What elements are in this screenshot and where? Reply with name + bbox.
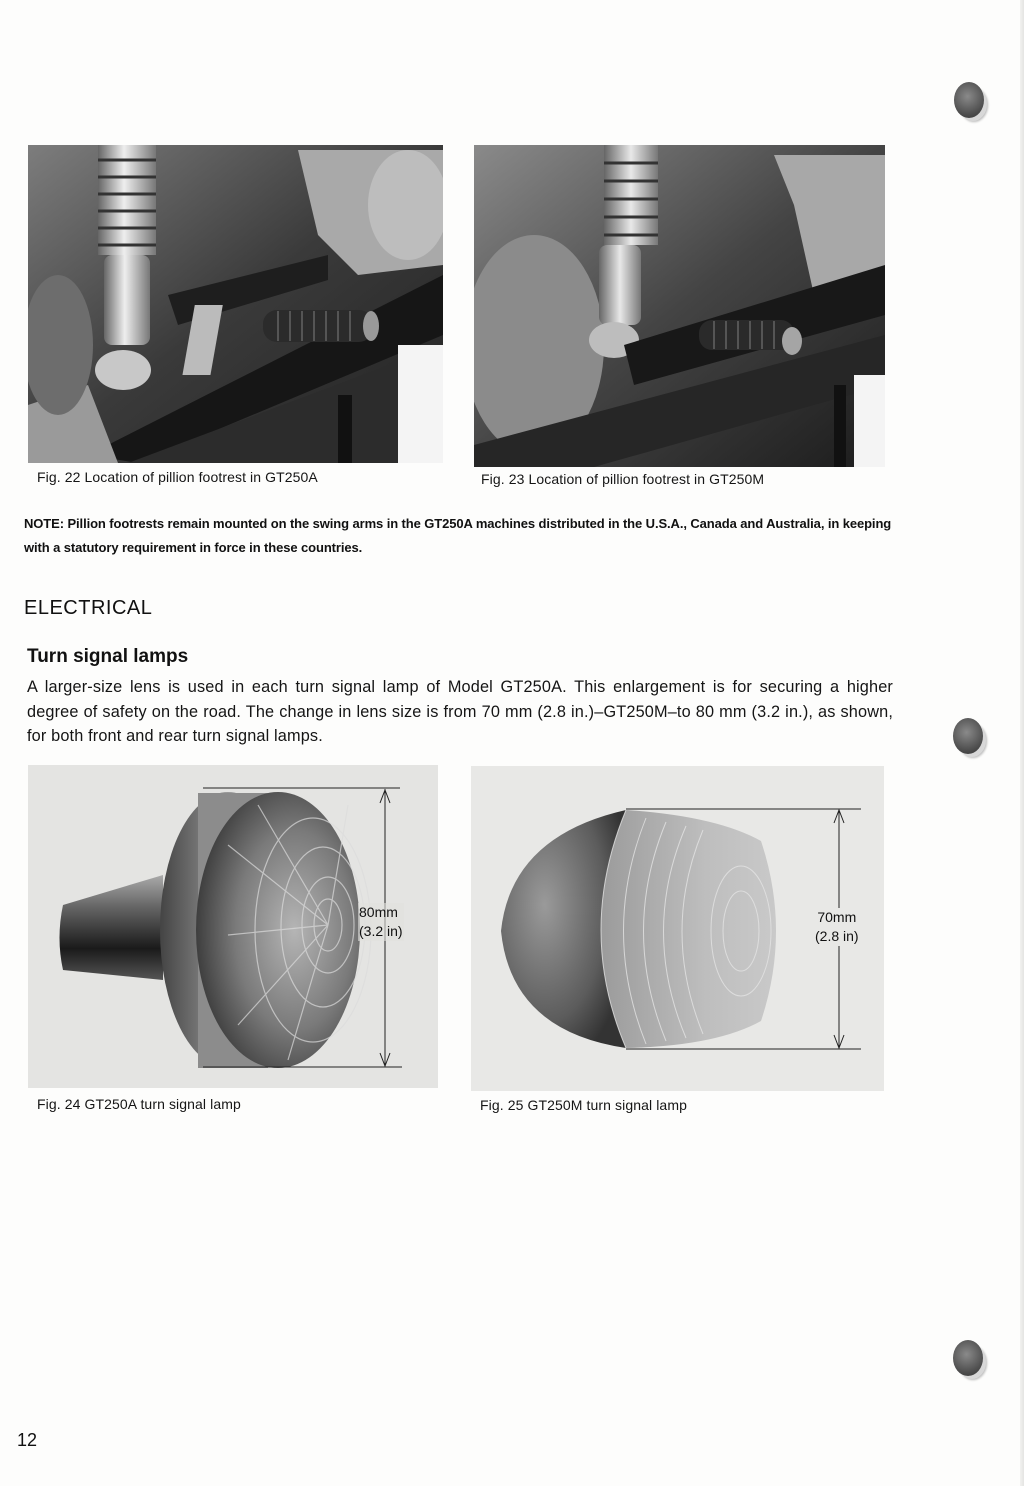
page-edge <box>1020 0 1024 1486</box>
dimension-mm: 80mm <box>359 904 398 920</box>
subsection-title: Turn signal lamps <box>27 646 189 667</box>
page-number: 12 <box>17 1430 38 1450</box>
figure-caption: Fig. 22 Location of pillion footrest in GT250A <box>37 469 318 485</box>
pillion-footrest-gt250m-photo <box>474 145 885 467</box>
figure-caption: Fig. 25 GT250M turn signal lamp <box>480 1097 687 1113</box>
note-label: NOTE: <box>24 516 64 531</box>
pillion-footrest-gt250a-photo <box>28 145 443 463</box>
note-paragraph <box>24 512 894 560</box>
body-paragraph: A larger-size lens is used in each turn signal lamp of Model GT250A. This enlargement is for securing a higher degree of safety on the road. The change in lens size is from 70 mm (2.8 in.)–GT250M–to 80 mm (3.2 in.), as shown, for both front and rear turn signal lamps. <box>27 678 893 745</box>
figure-caption: Fig. 24 GT250A turn signal lamp <box>37 1096 241 1112</box>
dimension-label-70mm <box>814 908 860 946</box>
binder-hole-icon <box>953 718 983 754</box>
note-text: Pillion footrests remain mounted on the swing arms in the GT250A machines distributed in the U.S.A., Canada and Australia, in keeping with a statutory requirement in force in these countries. <box>24 516 892 555</box>
dimension-in: (3.2 in) <box>359 923 403 939</box>
section-title: ELECTRICAL <box>24 597 153 619</box>
dimension-label-80mm <box>358 903 404 941</box>
binder-hole-icon <box>953 1340 983 1376</box>
figure-caption: Fig. 23 Location of pillion footrest in GT250M <box>481 471 765 487</box>
dimension-mm: 70mm <box>817 909 857 925</box>
binder-hole-icon <box>954 82 984 118</box>
dimension-in: (2.8 in) <box>815 928 859 944</box>
